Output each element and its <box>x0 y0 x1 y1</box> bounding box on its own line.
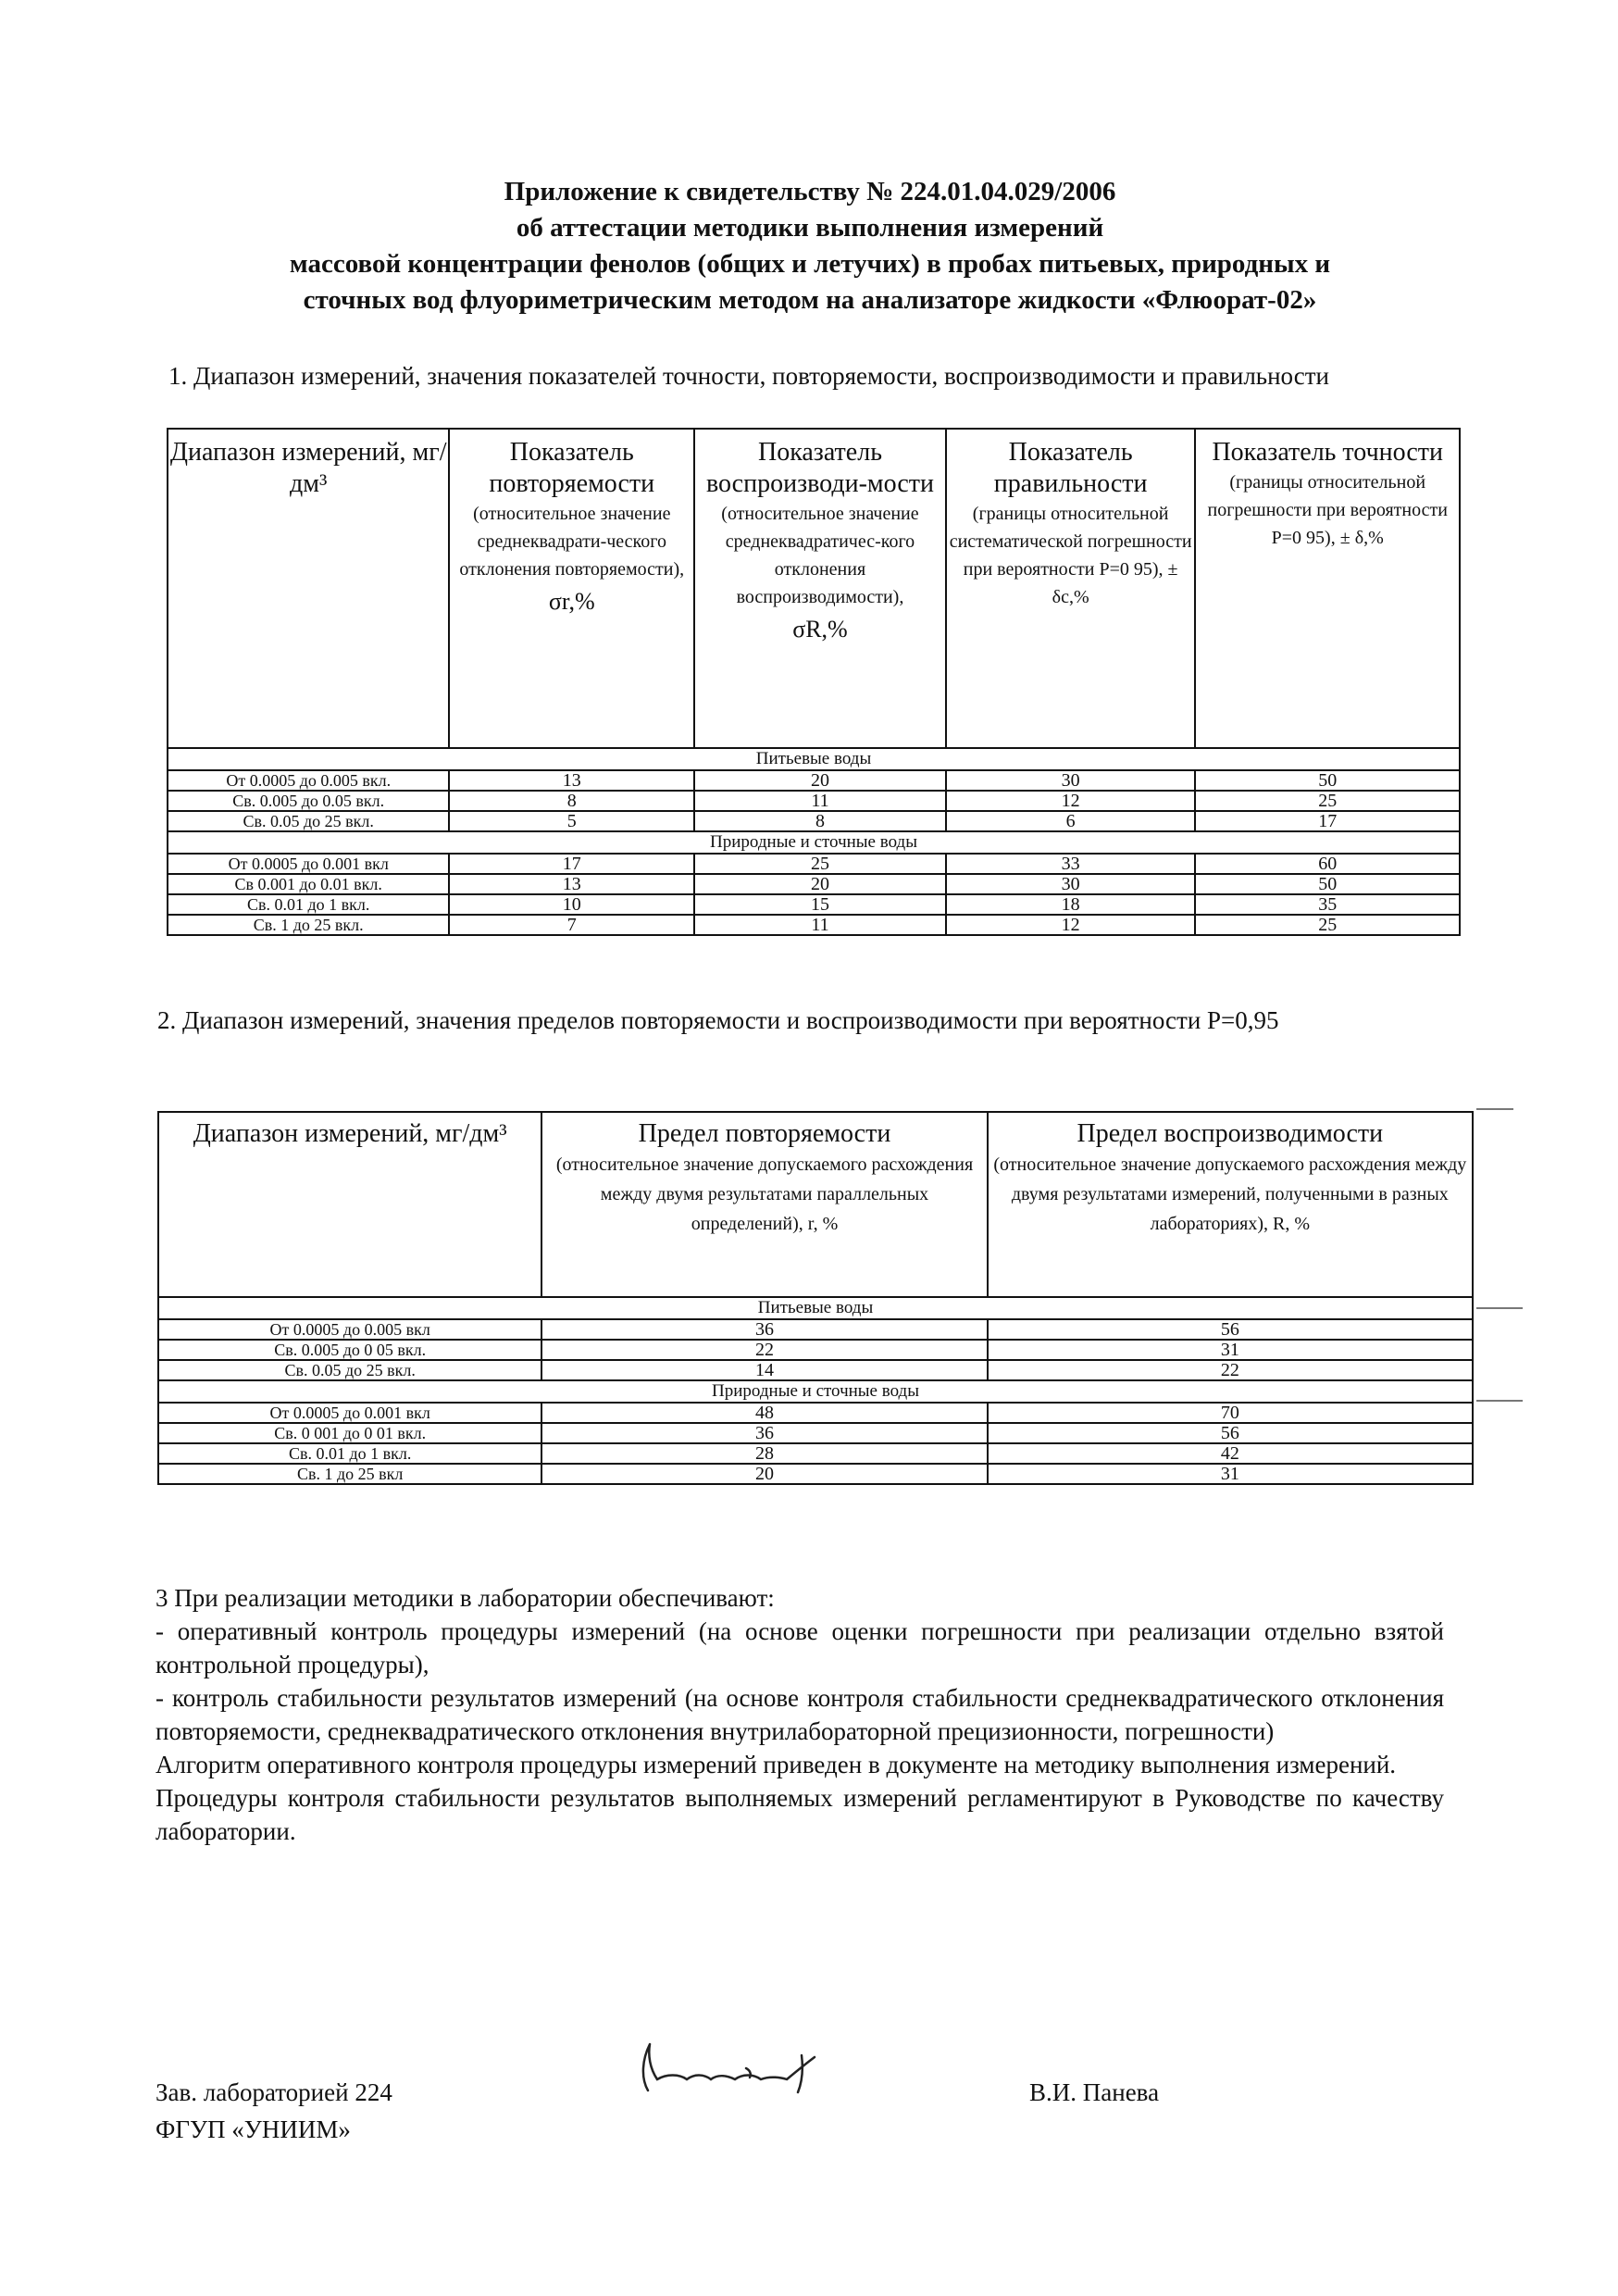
table-cell: 42 <box>988 1443 1473 1464</box>
header-range <box>168 429 449 748</box>
table-cell: 8 <box>694 811 946 831</box>
table-cell: 18 <box>946 894 1196 915</box>
header-reproducibility-symbol: σR,% <box>792 616 848 643</box>
table-cell: 31 <box>988 1340 1473 1360</box>
table-row <box>158 1464 1473 1484</box>
table-cell: 11 <box>694 915 946 935</box>
scan-artifact-line <box>1476 1400 1523 1402</box>
table-row <box>158 1403 1473 1423</box>
section-1-title: 1. Диапазон измерений, значения показателей точности, повторяемости, воспроизводимости и правильности <box>168 362 1329 390</box>
group-label: Природные и сточные воды <box>168 831 1460 854</box>
header-reproducibility-limit-label: Предел воспроизводимости <box>1077 1119 1384 1148</box>
header-line-4: сточных вод флуориметрическим методом на анализаторе жидкости «Флюорат-02» <box>303 285 1317 315</box>
table-cell: 25 <box>1195 915 1460 935</box>
table-cell: Св. 1 до 25 вкл <box>158 1464 541 1484</box>
table-header-row <box>168 429 1460 748</box>
table-cell: 30 <box>946 770 1196 791</box>
table-cell: 13 <box>449 770 694 791</box>
limits-table <box>157 1111 1474 1485</box>
table-cell: 10 <box>449 894 694 915</box>
table-cell: 22 <box>988 1360 1473 1380</box>
table-row <box>158 1319 1473 1340</box>
table-cell: Св. 0.01 до 1 вкл. <box>158 1443 541 1464</box>
table-row <box>158 1423 1473 1443</box>
header-accuracy-sub: (границы относительной погрешности при вероятности Р=0 95), ± δ,% <box>1207 472 1448 548</box>
header-repeatability-label: Показатель повторяемости <box>489 438 655 498</box>
header-line-1: Приложение к свидетельству № 224.01.04.029/2006 <box>504 177 1116 206</box>
header-accuracy <box>1195 429 1460 748</box>
section-3-item-1: - оперативный контроль процедуры измерений (на основе оценки погрешности при реализации отдельно взятой контрольной процедуры), <box>156 1617 1444 1678</box>
table-cell: 50 <box>1195 770 1460 791</box>
table-cell: 7 <box>449 915 694 935</box>
header-reproducibility-limit <box>988 1112 1473 1297</box>
signatory-name: В.И. Панева <box>1029 2078 1160 2106</box>
table-cell: 13 <box>449 874 694 894</box>
header-range <box>158 1112 541 1297</box>
table-cell: 17 <box>1195 811 1460 831</box>
group-row-natural-waste-water <box>168 831 1460 854</box>
handwritten-signature <box>639 2037 889 2102</box>
header-trueness-sub: (границы относительной систематической погрешности при вероятности Р=0 95), ± δc,% <box>949 504 1192 607</box>
table-cell: 35 <box>1195 894 1460 915</box>
table-row <box>168 915 1460 935</box>
table-cell: Св. 0.05 до 25 вкл. <box>158 1360 541 1380</box>
table-cell: 25 <box>1195 791 1460 811</box>
signatory-position <box>156 2074 392 2148</box>
table-cell: 17 <box>449 854 694 874</box>
header-line-3: массовой концентрации фенолов (общих и летучих) в пробах питьевых, природных и <box>289 249 1331 279</box>
signatory-position-line-1: Зав. лабораторией 224 <box>156 2078 392 2106</box>
section-3-algorithm: Алгоритм оперативного контроля процедуры измерений приведен в документе на методику выполнения измерений. <box>156 1751 1397 1778</box>
table-cell: 6 <box>946 811 1196 831</box>
table-row <box>158 1443 1473 1464</box>
table-cell: 5 <box>449 811 694 831</box>
header-repeatability-symbol: σr,% <box>548 588 595 615</box>
table-cell: 28 <box>541 1443 987 1464</box>
accuracy-table <box>167 428 1461 936</box>
header-reproducibility-limit-sub: (относительное значение допускаемого расхождения между двумя результатами измерений, полученными в разных лабораториях), R, % <box>993 1154 1467 1234</box>
table-row <box>168 894 1460 915</box>
section-3-item-2: - контроль стабильности результатов измерений (на основе контроля стабильности среднеквадратического отклонения повторяемости, среднеквадратического отклонения внутрилабораторной прецизионности, погрешности) <box>156 1684 1444 1745</box>
group-label: Питьевые воды <box>158 1297 1473 1319</box>
table-cell: От 0.0005 до 0.005 вкл. <box>168 770 449 791</box>
table-cell: 14 <box>541 1360 987 1380</box>
header-range-label: Диапазон измерений, мг/дм³ <box>169 438 447 498</box>
table-row <box>168 811 1460 831</box>
table-cell: 12 <box>946 915 1196 935</box>
header-repeatability-limit <box>541 1112 987 1297</box>
table-cell: 12 <box>946 791 1196 811</box>
table-cell: 20 <box>694 770 946 791</box>
table-row <box>168 874 1460 894</box>
header-repeatability-sub: (относительное значение среднеквадрати-ческого отклонения повторяемости), <box>459 504 685 580</box>
table-cell: 8 <box>449 791 694 811</box>
table-cell: 31 <box>988 1464 1473 1484</box>
table-cell: 30 <box>946 874 1196 894</box>
table-cell: От 0.0005 до 0.001 вкл <box>168 854 449 874</box>
section-2-title: 2. Диапазон измерений, значения пределов повторяемости и воспроизводимости при вероятности Р=0,95 <box>157 1006 1279 1034</box>
table-row <box>168 854 1460 874</box>
document-header <box>139 174 1481 318</box>
table-cell: 11 <box>694 791 946 811</box>
table-cell: От 0.0005 до 0.005 вкл <box>158 1319 541 1340</box>
table-row <box>168 770 1460 791</box>
table-cell: 56 <box>988 1319 1473 1340</box>
table-cell: 20 <box>694 874 946 894</box>
table-cell: 60 <box>1195 854 1460 874</box>
table-cell: Св. 0.01 до 1 вкл. <box>168 894 449 915</box>
header-repeatability <box>449 429 694 748</box>
group-label: Природные и сточные воды <box>158 1380 1473 1403</box>
table-cell: 33 <box>946 854 1196 874</box>
header-range-label: Диапазон измерений, мг/дм³ <box>193 1119 507 1148</box>
table-cell: 15 <box>694 894 946 915</box>
table-cell: 50 <box>1195 874 1460 894</box>
table-header-row <box>158 1112 1473 1297</box>
table-cell: 25 <box>694 854 946 874</box>
table-cell: 20 <box>541 1464 987 1484</box>
table-cell: 36 <box>541 1319 987 1340</box>
header-repeatability-limit-label: Предел повторяемости <box>638 1119 891 1148</box>
table-row <box>158 1360 1473 1380</box>
header-trueness <box>946 429 1196 748</box>
group-row-natural-waste-water <box>158 1380 1473 1403</box>
table-row <box>158 1340 1473 1360</box>
scan-artifact-line <box>1476 1108 1513 1110</box>
table-cell: Св. 0.05 до 25 вкл. <box>168 811 449 831</box>
table-cell: От 0.0005 до 0.001 вкл <box>158 1403 541 1423</box>
section-3 <box>156 1581 1444 1848</box>
header-repeatability-limit-sub: (относительное значение допускаемого расхождения между двумя результатами параллельных определений), r, % <box>555 1154 974 1234</box>
header-reproducibility-label: Показатель воспроизводи-мости <box>705 438 934 498</box>
section-3-procedures: Процедуры контроля стабильности результатов выполняемых измерений регламентируют в Руководстве по качеству лаборатории. <box>156 1784 1444 1845</box>
table-cell: 48 <box>541 1403 987 1423</box>
table-cell: 56 <box>988 1423 1473 1443</box>
header-accuracy-label: Показатель точности <box>1212 438 1443 467</box>
group-row-drinking-water <box>168 748 1460 770</box>
table-cell: Св. 0 001 до 0 01 вкл. <box>158 1423 541 1443</box>
table-cell: Св. 0.005 до 0.05 вкл. <box>168 791 449 811</box>
table-row <box>168 791 1460 811</box>
table-cell: Св. 0.005 до 0 05 вкл. <box>158 1340 541 1360</box>
table-cell: 70 <box>988 1403 1473 1423</box>
signatory-organization: ФГУП «УНИИМ» <box>156 2115 351 2143</box>
table-cell: Св 0.001 до 0.01 вкл. <box>168 874 449 894</box>
group-label: Питьевые воды <box>168 748 1460 770</box>
section-3-intro: 3 При реализации методики в лаборатории обеспечивают: <box>156 1584 775 1612</box>
group-row-drinking-water <box>158 1297 1473 1319</box>
table-cell: 36 <box>541 1423 987 1443</box>
header-line-2: об аттестации методики выполнения измерений <box>516 213 1104 243</box>
table-cell: 22 <box>541 1340 987 1360</box>
header-reproducibility-sub: (относительное значение среднеквадратичес-кого отклонения воспроизводимости), <box>721 504 919 607</box>
table-cell: Св. 1 до 25 вкл. <box>168 915 449 935</box>
header-trueness-label: Показатель правильности <box>993 438 1148 498</box>
scan-artifact-line <box>1476 1307 1523 1309</box>
header-reproducibility <box>694 429 946 748</box>
